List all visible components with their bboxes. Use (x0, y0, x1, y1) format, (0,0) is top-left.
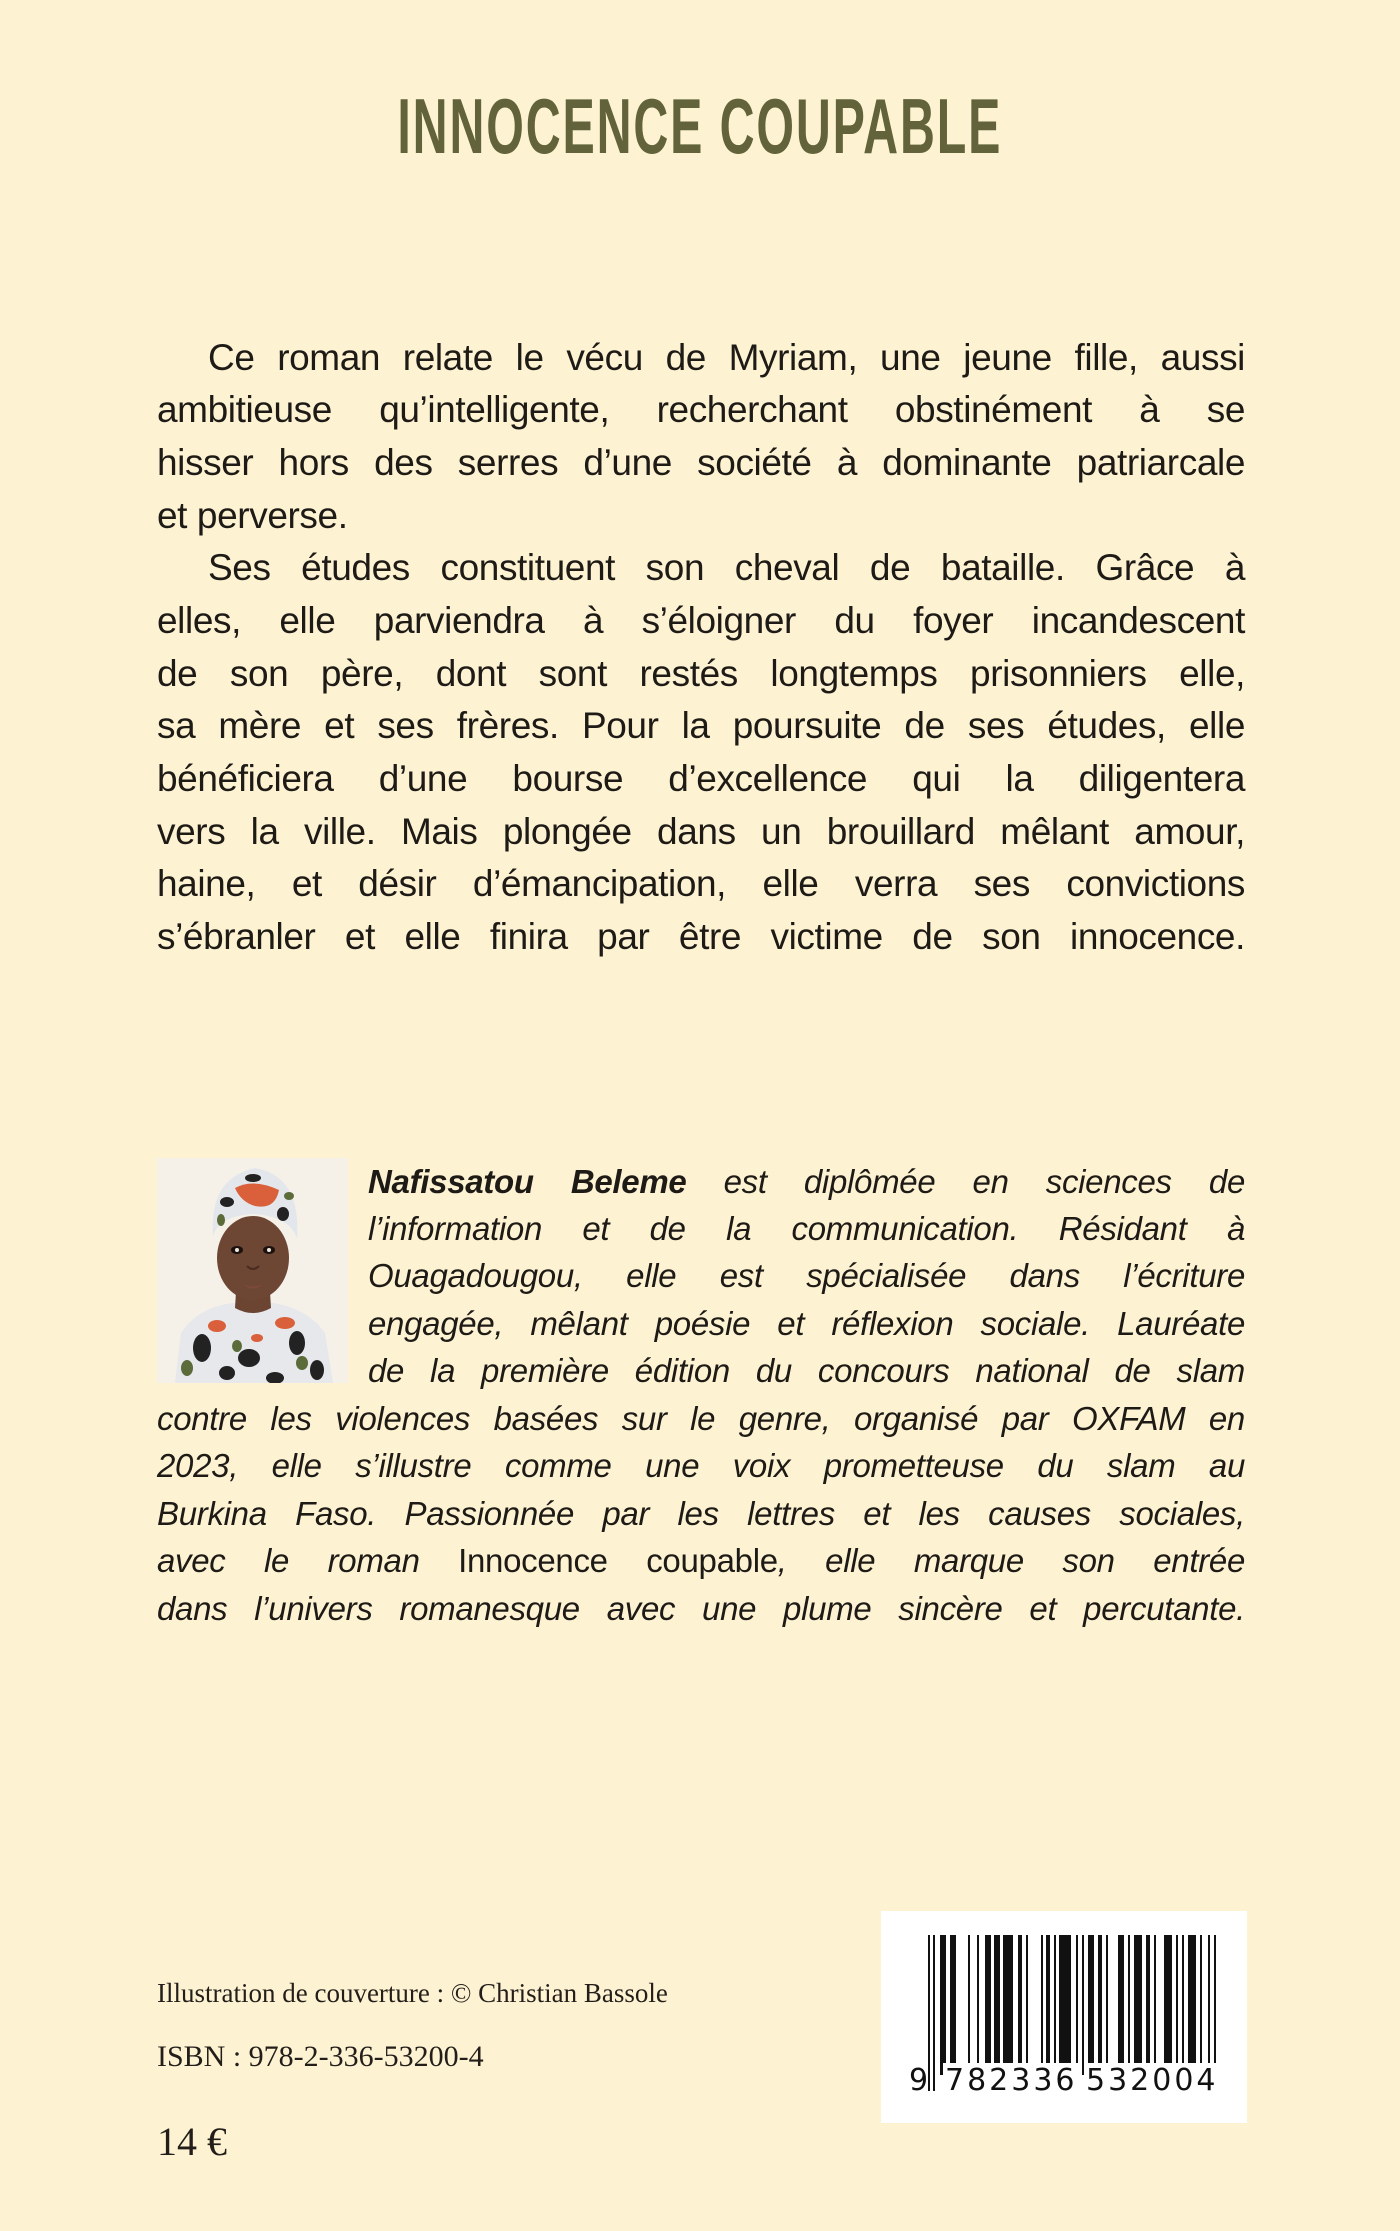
summary-line: elles, elle parviendra à s’éloigner du foyer incandescent (157, 600, 1245, 641)
summary-line: vers la ville. Mais plongée dans un brouillard mêlant amour, (157, 811, 1245, 852)
barcode (881, 1911, 1247, 2123)
barcode-group-1: 782336 (945, 2063, 1078, 2098)
book-title (0, 84, 1400, 168)
book-title-text: INNOCENCE COUPABLE (397, 82, 1003, 170)
summary-line: de son père, dont sont restés longtemps prisonniers elle, (157, 653, 1245, 694)
summary-line: Ce roman relate le vécu de Myriam, une jeune fille, aussi (208, 337, 1245, 378)
author-bio-text: avec le roman (157, 1542, 459, 1579)
author-bio-text: est diplômée en sciences de (686, 1163, 1245, 1200)
summary-line: bénéficiera d’une bourse d’excellence qui la diligentera (157, 758, 1245, 799)
author-bio-line: Burkina Faso. Passionnée par les lettres et les causes sociales, (157, 1495, 1245, 1532)
barcode-group-2: 532004 (1086, 2063, 1219, 2098)
author-bio-line: engagée, mêlant poésie et réflexion sociale. Lauréate (368, 1305, 1245, 1342)
summary-line: haine, et désir d’émancipation, elle verra ses convictions (157, 863, 1245, 904)
summary-line: ambitieuse qu’intelligente, recherchant obstinément à se (157, 389, 1245, 430)
summary-line: s’ébranler et elle finira par être victime de son innocence. (157, 916, 1245, 957)
isbn: ISBN : 978-2-336-53200-4 (157, 2040, 484, 2073)
author-name: Nafissatou Beleme (368, 1163, 687, 1200)
author-bio-line: contre les violences basées sur le genre, organisé par OXFAM en (157, 1400, 1245, 1437)
barcode-first-digit: 9 (909, 2063, 932, 2098)
illustration-credit: Illustration de couverture : © Christian Bassole (157, 1978, 668, 2008)
author-bio-line: 2023, elle s’illustre comme une voix prometteuse du slam au (157, 1447, 1245, 1484)
author-bio-line: Ouagadougou, elle est spécialisée dans l’écriture (368, 1257, 1245, 1294)
price: 14 € (157, 2119, 227, 2164)
summary-line: sa mère et ses frères. Pour la poursuite de ses études, elle (157, 705, 1245, 746)
author-photo (157, 1158, 348, 1383)
summary-line: Ses études constituent son cheval de bataille. Grâce à (208, 547, 1245, 588)
author-bio-line: dans l’univers romanesque avec une plume sincère et percutante. (157, 1590, 1245, 1627)
summary-line: et perverse. (157, 495, 348, 536)
author-bio-line (157, 1539, 1245, 1583)
author-bio-line: de la première édition du concours national de slam (368, 1352, 1245, 1389)
book-title-reference: Innocence coupable (458, 1542, 778, 1579)
author-bio-line: l’information et de la communication. Résidant à (368, 1210, 1245, 1247)
author-bio-line (368, 1160, 1245, 1204)
author-bio-text: , elle marque son entrée (777, 1542, 1245, 1579)
summary-line: hisser hors des serres d’une société à dominante patriarcale (157, 442, 1245, 483)
